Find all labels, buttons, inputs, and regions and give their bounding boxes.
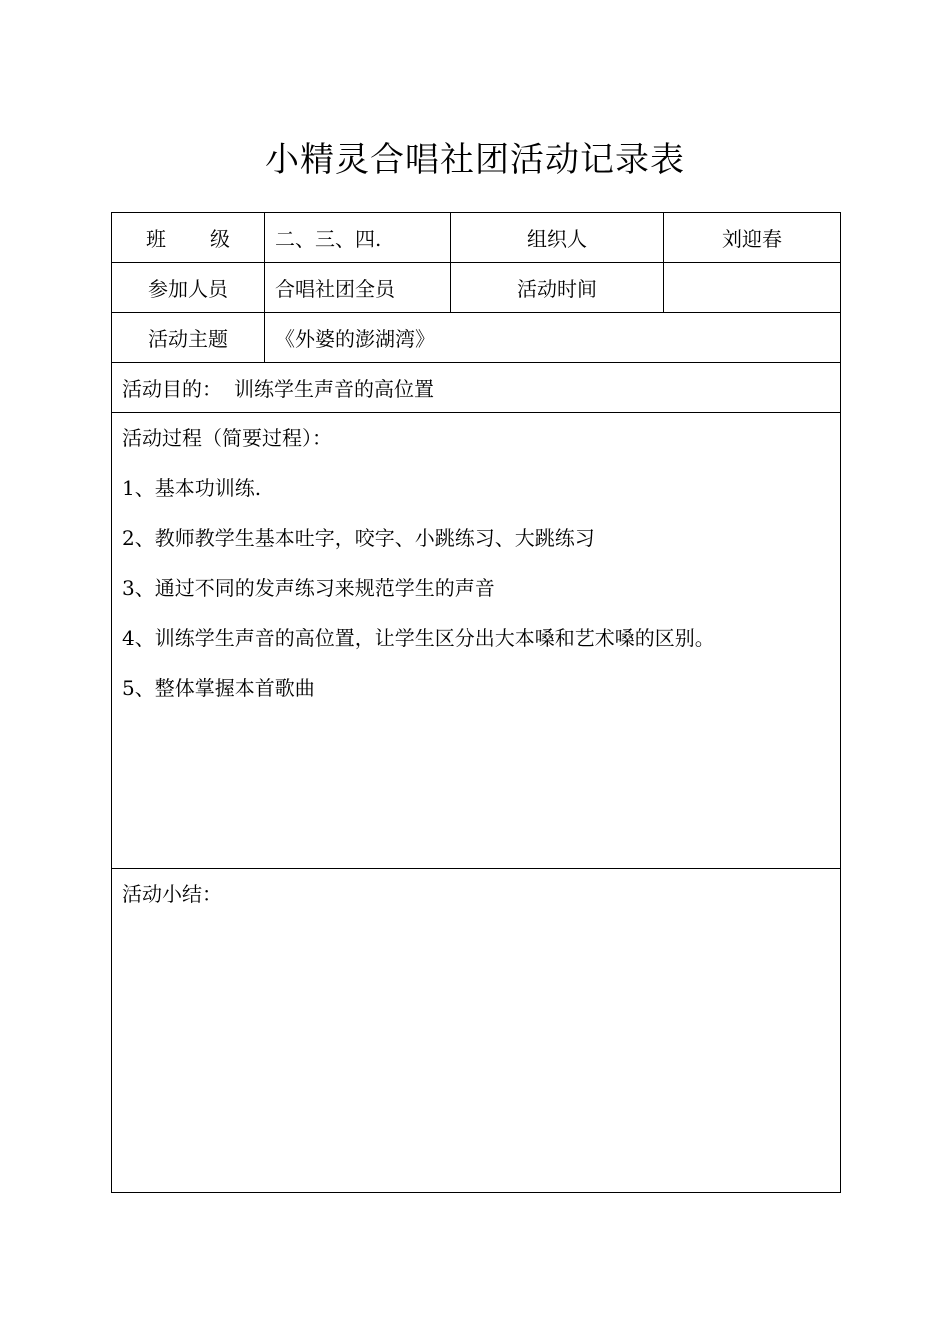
class-value-cell [265, 213, 451, 263]
table-row-theme [112, 313, 841, 363]
participants-value: 合唱社团全员 [275, 277, 395, 301]
organizer-value: 刘迎春 [722, 227, 782, 251]
process-item: 5、整体掌握本首歌曲 [122, 676, 315, 700]
summary-cell [112, 869, 841, 1193]
table-row-class [112, 213, 841, 263]
process-cell [112, 413, 841, 869]
process-item: 3、通过不同的发声练习来规范学生的声音 [122, 576, 495, 600]
page-title: 小精灵合唱社团活动记录表 [265, 140, 685, 180]
participants-value-cell [265, 263, 451, 313]
organizer-label-cell [451, 213, 664, 263]
class-label-first: 班 [146, 227, 166, 251]
organizer-value-cell [664, 213, 841, 263]
process-item: 1、基本功训练. [122, 476, 262, 500]
table-row-process [112, 413, 841, 869]
participants-label: 参加人员 [148, 277, 228, 301]
theme-label: 活动主题 [148, 327, 228, 351]
summary-label: 活动小结： [122, 882, 222, 906]
purpose-label: 活动目的： [122, 377, 222, 401]
time-label-cell [451, 263, 664, 313]
theme-value-cell [265, 313, 841, 363]
participants-label-cell [112, 263, 265, 313]
class-value: 二、三、四. [275, 227, 382, 251]
class-label-second: 级 [210, 227, 230, 251]
table-row-summary [112, 869, 841, 1193]
theme-value: 《外婆的澎湖湾》 [275, 327, 435, 351]
time-value-cell [664, 263, 841, 313]
time-label: 活动时间 [517, 277, 597, 301]
purpose-value: 训练学生声音的高位置 [234, 377, 434, 401]
table-row-purpose [112, 363, 841, 413]
theme-label-cell [112, 313, 265, 363]
class-label-cell [112, 213, 265, 263]
purpose-cell [112, 363, 841, 413]
table-row-participants [112, 263, 841, 313]
organizer-label: 组织人 [527, 227, 587, 251]
process-item: 2、教师教学生基本吐字，咬字、小跳练习、大跳练习 [122, 526, 595, 550]
record-table [111, 212, 841, 1193]
process-item: 4、训练学生声音的高位置，让学生区分出大本嗓和艺术嗓的区别。 [122, 626, 715, 650]
process-label: 活动过程（简要过程）： [122, 426, 332, 450]
